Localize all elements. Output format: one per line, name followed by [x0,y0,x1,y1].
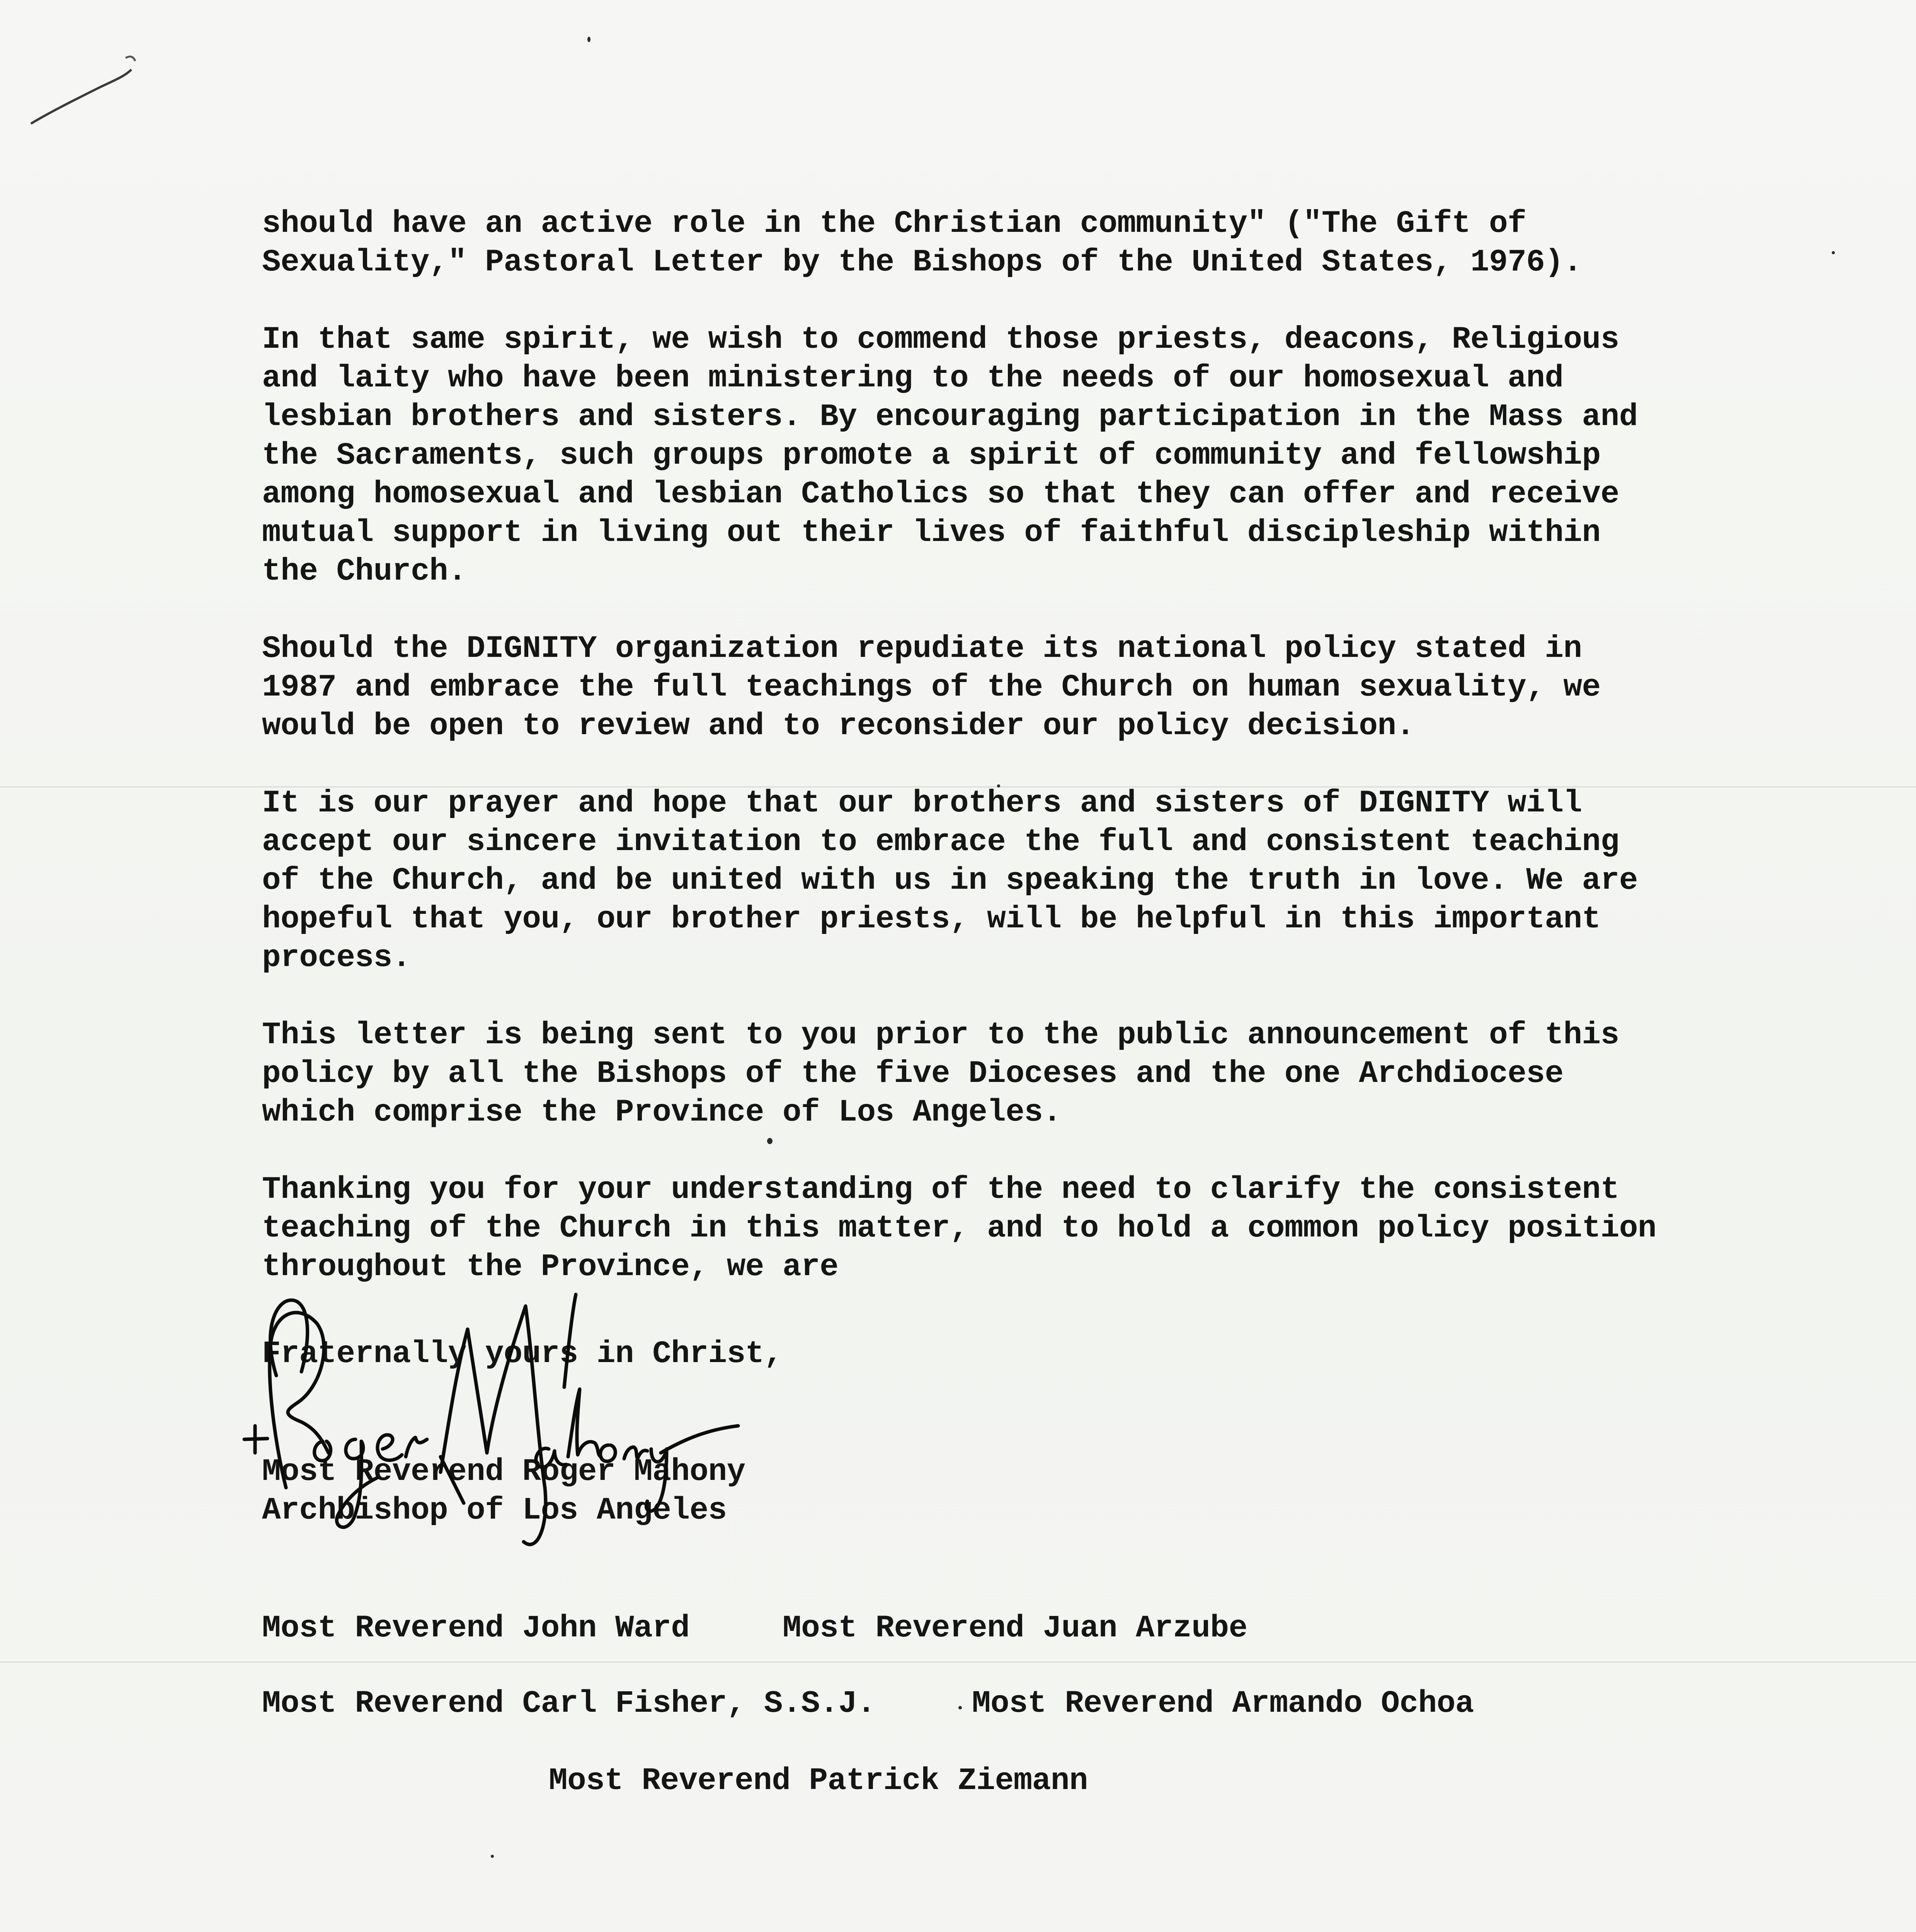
signer-title: Archbishop of Los Angeles [262,1493,727,1528]
cosigner-fisher: Most Reverend Carl Fisher, S.S.J. [262,1686,876,1721]
paragraph-thanking-you: Thanking you for your understanding of the need to clarify the consistent teaching of the Church in this matter, and to hold a common policy position throughout the Province, we are [262,1172,1657,1285]
cosigner-ward: Most Reverend John Ward [262,1611,690,1646]
cosigner-ziemann: Most Reverend Patrick Ziemann [549,1764,1088,1799]
handwritten-signature [240,1287,742,1565]
signer-name: Most Reverend Roger Mahony [262,1454,745,1490]
speck [958,1706,962,1709]
paragraph-dignity-repudiate: Should the DIGNITY organization repudiate its national policy stated in 1987 and embrace the full teachings of the Church on human sexuality, we would be open to review and to reconsider our policy decision. [262,631,1601,744]
speck [587,37,590,42]
speck [491,1855,494,1858]
cosigner-ochoa: Most Reverend Armando Ochoa [972,1686,1474,1721]
paragraph-commend-ministers: In that same spirit, we wish to commend those priests, deacons, Religious and laity who have been ministering to the needs of our homosexual and lesbian brothers and sisters. By encouraging participation in the Mass and the Sacraments, such groups promote a spirit of community and fellowship among homosexual and lesbian Catholics so that they can offer and receive mutual support in living out their lives of faithful discipleship within the Church. [262,322,1638,589]
paragraph-prayer-and-hope: It is our prayer and hope that our brothers and sisters of DIGNITY will accept our sincere invitation to embrace the full and consistent teaching of the Church, and be united with us in speaking the truth in love. We are hopeful that you, our brother priests, will be helpful in this important process. [262,786,1638,976]
paragraph-gift-of-sexuality: should have an active role in the Christian community" ("The Gift of Sexuality," Pastoral Letter by the Bishops of the United States, 1976). [262,206,1582,280]
corner-scan-mark [27,43,151,131]
speck [1832,251,1835,254]
paragraph-prior-announcement: This letter is being sent to you prior to the public announcement of this policy by all the Bishops of the five Dioceses and the one Archdiocese which comprise the Province of Los Angeles. [262,1018,1619,1130]
cosigner-arzube: Most Reverend Juan Arzube [783,1611,1247,1646]
fold-line-lower [0,1662,1916,1663]
closing-salutation: Fraternally yours in Christ, [262,1337,783,1372]
letter-body [262,205,1731,1325]
